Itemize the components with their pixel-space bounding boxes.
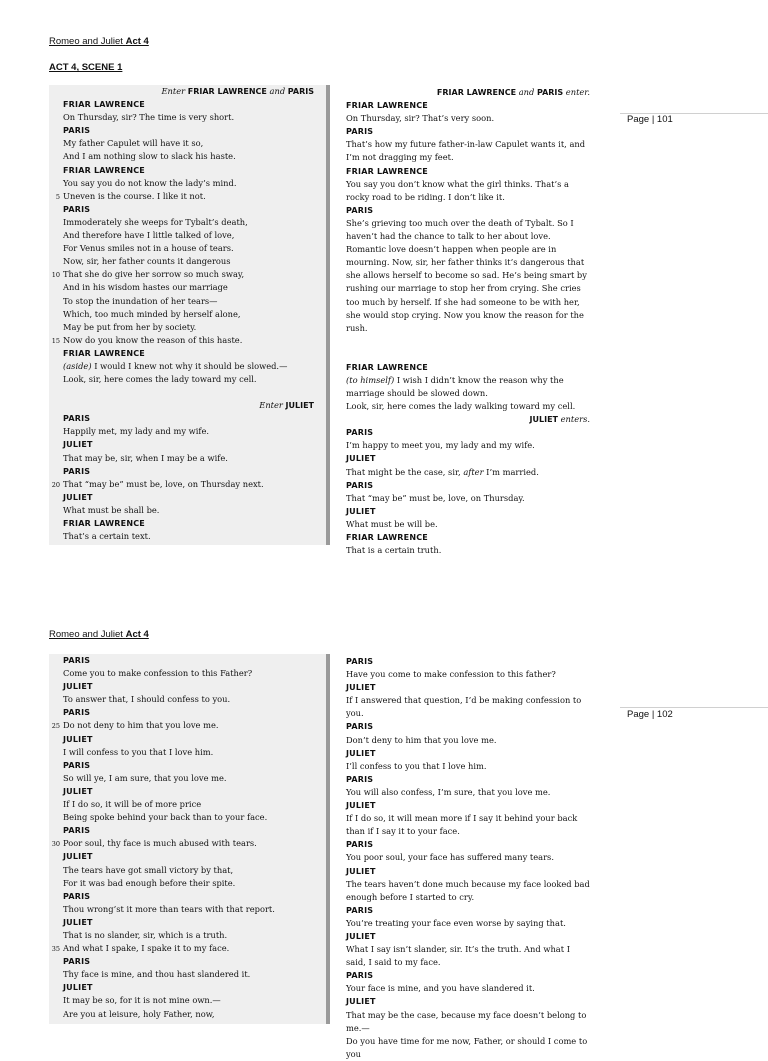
speaker-name: PARIS [346,657,374,666]
dialogue-text: Do not deny to him that you love me. [63,720,219,731]
speaker-name: JULIET [63,440,93,450]
speaker-name: JULIET [346,997,376,1007]
speaker-name: PARIS [63,204,91,214]
speaker-name: JULIET [63,682,93,692]
page-header [49,36,149,47]
header-act: Act 4 [125,36,149,47]
dialogue-line [346,374,592,400]
dialogue-text: She’s grieving too much over the death of Tybalt. So I haven’t had the chance to talk to her about love. Romantic love doesn’t happen when people are in mourning. Now, sir, her father thinks it’s dangerous that she allows herself to become so sad. He’s being smart by rushing our marriage to stop her from crying. She cries too much by herself. If she had someone to be with her, she would stop crying. Now you know the reason for the rush. [346,217,587,333]
header-act: Act 4 [125,629,149,640]
dialogue-text: Look, sir, here comes the lady walking toward my cell. [346,401,576,412]
dialogue-line [63,281,326,294]
dialogue-text: What must be will be. [346,518,438,529]
speaker-name: PARIS [63,414,91,424]
dialogue-line [346,982,592,995]
dialogue-text: I would I knew not why it should be slowed.— [91,360,288,371]
speaker-name: PARIS [63,891,91,901]
dialogue-text: On Thursday, sir? The time is very short. [63,112,235,123]
dialogue-line [51,942,326,955]
speaker-name: PARIS [346,480,374,490]
speaker-name: JULIET [63,734,93,744]
modern-text-column [346,655,592,1061]
speaker-name: JULIET [63,492,93,502]
dialogue-text: The tears haven’t done much because my face looked bad enough before I started to cry. [346,878,590,902]
dialogue-line [63,864,326,877]
dialogue-line [63,295,326,308]
speaker-name: PARIS [346,905,374,915]
dialogue-text: Thy face is mine, and thou hast slandered it. [63,969,251,980]
line-number: 10 [51,271,60,280]
dialogue-line [51,719,326,732]
dialogue-text: If I do so, it will be of more price [63,799,202,810]
dialogue-text: Thou wrong’st it more than tears with that report. [63,903,275,914]
speaker-name: PARIS [63,708,91,718]
dialogue-line [346,138,592,164]
speaker-name: PARIS [346,971,374,981]
stage-direction-character: FRIAR LAWRENCE [436,88,517,97]
dialogue-text: My father Capulet will have it so, [63,138,204,149]
stage-direction-verb: enter. [563,87,590,97]
stage-direction [63,85,326,98]
dialogue-text: If I answered that question, I’d be making confession to you. [346,695,582,719]
dialogue-line [63,150,326,163]
dialogue-line [346,178,592,204]
line-number: 25 [51,722,60,731]
dialogue-line [346,760,592,773]
dialogue-line [346,544,592,557]
dialogue-line [63,360,326,373]
dialogue-line [346,400,592,413]
speaker-name: JULIET [63,786,93,796]
stage-direction-verb: Enter [161,86,188,96]
speaker-name: PARIS [346,127,374,137]
dialogue-line [346,518,592,531]
dialogue-text: And I am nothing slow to slack his haste. [63,151,236,162]
dialogue-text: I’m happy to meet you, my lady and my wife. [346,440,535,451]
speaker-name: PARIS [346,428,374,438]
blank-line [63,386,326,399]
dialogue-line [63,452,326,465]
stage-direction [346,86,592,99]
dialogue-line [63,811,326,824]
header-title: Romeo and Juliet [49,629,123,640]
speaker-name: FRIAR LAWRENCE [63,165,145,175]
speaker-name: PARIS [346,840,374,850]
stage-direction-character: PARIS [287,87,314,96]
speaker-name: JULIET [346,931,376,941]
emphasis-text: after [463,466,484,477]
dialogue-line [63,242,326,255]
dialogue-line [63,425,326,438]
dialogue-text: Your face is mine, and you have slandered it. [346,983,535,994]
blank-line [346,335,592,348]
dialogue-text: I wish I didn’t know the reason why the marriage should be slowed down. [346,374,564,398]
speaker-name: FRIAR LAWRENCE [346,166,428,176]
dialogue-text: I will confess to you that I love him. [63,746,214,757]
scene-title: ACT 4, SCENE 1 [49,62,123,73]
dialogue-line [63,321,326,334]
speaker-name: FRIAR LAWRENCE [346,362,428,372]
dialogue-text: That is no slander, sir, which is a truth. [63,929,228,940]
dialogue-line [63,111,326,124]
dialogue-text: To stop the inundation of her tears— [63,295,218,306]
speaker-name: PARIS [63,826,91,836]
blank-line [346,348,592,361]
page-number-rule [620,113,768,114]
dialogue-text: The tears have got small victory by that, [63,864,234,875]
dialogue-line [346,694,592,720]
dialogue-text: To answer that, I should confess to you. [63,694,231,705]
dialogue-text: So will ye, I am sure, that you love me. [63,772,227,783]
stage-direction-character: JULIET [529,415,558,425]
page-header [49,629,149,640]
dialogue-line [51,837,326,850]
line-number: 20 [51,480,60,489]
dialogue-text: Come you to make confession to this Father? [63,668,253,679]
dialogue-text: And in his wisdom hastes our marriage [63,282,228,293]
dialogue-text: That “may be” must be, love, on Thursday next. [63,478,264,489]
dialogue-text: Now, sir, her father counts it dangerous [63,256,231,267]
dialogue-text: I’ll confess to you that I love him. [346,760,487,771]
dialogue-line [63,373,326,386]
dialogue-text: It may be so, for it is not mine own.— [63,995,221,1006]
stage-direction-character: FRIAR LAWRENCE [187,87,267,96]
speaker-name: PARIS [63,760,91,770]
dialogue-text: That’s a certain text. [63,531,151,542]
line-number: 35 [51,945,60,954]
dialogue-text: That may be, sir, when I may be a wife. [63,452,228,463]
speaker-name: FRIAR LAWRENCE [63,348,145,358]
line-number: 5 [55,192,60,201]
dialogue-line [63,255,326,268]
dialogue-line [63,177,326,190]
modern-text-column [346,86,592,557]
dialogue-line [63,746,326,759]
dialogue-text: You will also confess, I’m sure, that you love me. [346,786,551,797]
column-divider [326,85,330,545]
dialogue-text: For Venus smiles not in a house of tears. [63,243,234,254]
dialogue-line [63,530,326,543]
aside-direction: (to himself) [346,374,395,385]
dialogue-text: Now do you know the reason of this haste. [63,334,243,345]
speaker-name: FRIAR LAWRENCE [346,533,428,542]
dialogue-text: Immoderately she weeps for Tybalt’s death, [63,216,248,227]
dialogue-text: What I say isn’t slander, sir. It’s the truth. And what I said, I said to my face. [346,944,570,968]
dialogue-line [51,478,326,491]
dialogue-line [63,968,326,981]
dialogue-text: That is a certain truth. [346,545,442,556]
dialogue-line [346,786,592,799]
dialogue-line [346,878,592,904]
speaker-name: FRIAR LAWRENCE [346,101,428,111]
speaker-name: JULIET [346,866,376,876]
dialogue-text: Do you have time for me now, Father, or should I come to you [346,1035,588,1059]
original-text-column [49,654,326,1024]
speaker-name: PARIS [63,656,91,665]
dialogue-text: Being spoke behind your back than to your face. [63,812,268,823]
dialogue-text: That’s how my future father-in-law Capulet wants it, and I’m not dragging my feet. [346,139,586,163]
speaker-name: PARIS [63,466,91,476]
speaker-name: JULIET [63,917,93,927]
dialogue-line [63,308,326,321]
dialogue-line [63,137,326,150]
dialogue-text: That might be the case, sir, [346,466,464,477]
dialogue-line [346,851,592,864]
dialogue-line [346,217,592,335]
stage-direction-verb: enters. [558,414,590,425]
dialogue-line [346,812,592,838]
dialogue-line [63,229,326,242]
stage-direction [346,413,592,426]
dialogue-text: Happily met, my lady and my wife. [63,426,210,437]
speaker-name: JULIET [346,454,376,464]
dialogue-text: For it was bad enough before their spite. [63,877,236,888]
dialogue-text: What must be shall be. [63,504,160,515]
dialogue-text: And what I spake, I spake it to my face. [63,943,230,954]
column-divider [326,654,330,1024]
speaker-name: PARIS [346,205,374,215]
line-number: 30 [51,840,60,849]
dialogue-text: Have you come to make confession to this father? [346,669,556,680]
dialogue-text: If I do so, it will mean more if I say it behind your back than if I say it to your face. [346,813,578,837]
dialogue-line [63,504,326,517]
stage-direction-conjunction: and [516,87,537,97]
dialogue-line [63,877,326,890]
dialogue-text: You say you don’t know what the girl thinks. That’s a rocky road to be riding. I don’t like it. [346,178,569,202]
dialogue-line [63,1008,326,1021]
original-text-column [49,85,326,545]
dialogue-line [346,1009,592,1035]
speaker-name: JULIET [63,983,93,993]
speaker-name: FRIAR LAWRENCE [63,519,145,528]
dialogue-line [63,929,326,942]
dialogue-text: That may be the case, because my face doesn’t belong to me.— [346,1009,587,1033]
speaker-name: PARIS [63,957,91,967]
dialogue-text: You poor soul, your face has suffered many tears. [346,852,554,863]
page-number: Page | 101 [627,114,673,125]
dialogue-line [63,798,326,811]
dialogue-line [346,492,592,505]
stage-direction-character: PARIS [536,88,564,97]
speaker-name: PARIS [346,722,374,732]
dialogue-line [346,668,592,681]
page-number: Page | 102 [627,709,673,720]
dialogue-line [63,216,326,229]
speaker-name: PARIS [63,126,91,136]
dialogue-text: Don’t deny to him that you love me. [346,734,497,745]
dialogue-line [346,112,592,125]
dialogue-line [63,903,326,916]
dialogue-line [346,943,592,969]
page-number-rule [620,707,768,708]
dialogue-text: Poor soul, thy face is much abused with tears. [63,838,257,849]
speaker-name: JULIET [346,683,376,693]
header-title: Romeo and Juliet [49,36,123,47]
stage-direction-character: JULIET [285,401,314,411]
dialogue-line [63,772,326,785]
dialogue-line [346,917,592,930]
dialogue-text: That she do give her sorrow so much sway, [63,269,245,280]
dialogue-line [63,693,326,706]
dialogue-text: Which, too much minded by herself alone, [63,308,241,319]
dialogue-line [51,334,326,347]
dialogue-line [63,667,326,680]
dialogue-text: Look, sir, here comes the lady toward my cell. [63,374,257,385]
dialogue-line [55,190,326,203]
speaker-name: PARIS [346,774,374,784]
line-number: 15 [51,336,60,345]
speaker-name: JULIET [346,506,376,516]
stage-direction-conjunction: and [266,86,288,96]
speaker-name: JULIET [63,852,93,862]
aside-direction: (aside) [63,360,92,371]
dialogue-line [51,268,326,281]
dialogue-text: Uneven is the course. I like it not. [63,190,206,201]
dialogue-text: And therefore have I little talked of love, [63,230,235,241]
dialogue-line [346,466,592,479]
dialogue-text: I’m married. [483,466,539,477]
dialogue-text: On Thursday, sir? That’s very soon. [346,113,495,124]
dialogue-line [346,439,592,452]
stage-direction [63,399,326,412]
dialogue-text: Are you at leisure, holy Father, now, [63,1008,215,1019]
dialogue-text: You say you do not know the lady’s mind. [63,177,237,188]
dialogue-line [346,734,592,747]
speaker-name: FRIAR LAWRENCE [63,100,145,110]
dialogue-text: You’re treating your face even worse by saying that. [346,917,566,928]
dialogue-text: May be put from her by society. [63,321,197,332]
dialogue-line [346,1035,592,1061]
stage-direction-verb: Enter [259,400,286,411]
speaker-name: JULIET [346,748,376,758]
dialogue-line [63,994,326,1007]
speaker-name: JULIET [346,801,376,811]
dialogue-text: That “may be” must be, love, on Thursday. [346,492,525,503]
